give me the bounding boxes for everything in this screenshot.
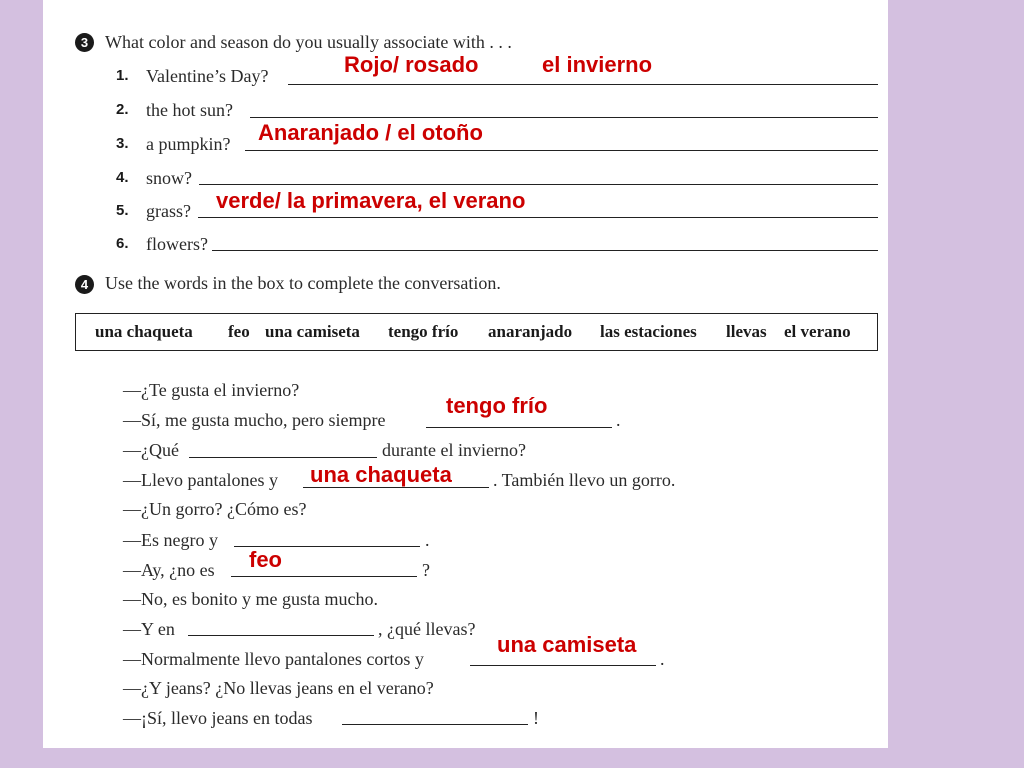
dialogue-line-2b: .: [616, 410, 621, 430]
word-box-item: anaranjado: [488, 322, 573, 341]
item-4-text: snow?: [146, 168, 192, 188]
item-4-answer-line[interactable]: [199, 184, 878, 185]
item-2-answer-line[interactable]: [250, 117, 878, 118]
dialogue-line-4a: —Llevo pantalones y: [123, 470, 278, 490]
item-2-number: 2.: [116, 101, 129, 118]
dialogue-line-6b: .: [425, 530, 430, 550]
dialogue-line-7a: —Ay, ¿no es: [123, 560, 215, 580]
word-box-item: una camiseta: [265, 322, 360, 341]
blank-line-2[interactable]: [426, 427, 612, 428]
section-3-instruction: What color and season do you usually associate with . . .: [105, 32, 512, 52]
dialogue-line-3b: durante el invierno?: [382, 440, 526, 460]
item-5-answer-line[interactable]: [198, 217, 878, 218]
blank-line-3[interactable]: [189, 457, 377, 458]
word-box-item: una chaqueta: [95, 322, 193, 341]
answer-una-camiseta: una camiseta: [497, 632, 637, 657]
answer-tengo-frio: tengo frío: [446, 393, 548, 418]
dialogue-line-2a: —Sí, me gusta mucho, pero siempre: [123, 410, 386, 430]
word-box: [75, 313, 878, 351]
dialogue-line-4b: . También llevo un gorro.: [493, 470, 676, 490]
dialogue-line-1: —¿Te gusta el invierno?: [123, 380, 300, 400]
item-5-text: grass?: [146, 201, 191, 221]
dialogue-line-9a: —Y en: [123, 619, 175, 639]
word-box-item: el verano: [784, 322, 851, 341]
dialogue-line-10b: .: [660, 649, 665, 669]
item-6-answer-line[interactable]: [212, 250, 878, 251]
section-4-badge: 4: [75, 275, 94, 294]
word-box-item: llevas: [726, 322, 767, 341]
word-box-item: feo: [228, 322, 250, 341]
item-3-text: a pumpkin?: [146, 134, 231, 154]
dialogue-line-11: —¿Y jeans? ¿No llevas jeans en el verano?: [123, 678, 434, 698]
item-5-number: 5.: [116, 202, 129, 219]
answer-5: verde/ la primavera, el verano: [216, 188, 526, 213]
answer-feo: feo: [249, 547, 282, 572]
item-1-text: Valentine’s Day?: [146, 66, 269, 86]
section-4-instruction: Use the words in the box to complete the conversation.: [105, 273, 501, 293]
dialogue-line-10a: —Normalmente llevo pantalones cortos y: [123, 649, 424, 669]
answer-3: Anaranjado / el otoño: [258, 120, 483, 145]
answer-1-color: Rojo/ rosado: [344, 52, 479, 77]
dialogue-line-9b: , ¿qué llevas?: [378, 619, 476, 639]
item-1-answer-line[interactable]: [288, 84, 878, 85]
dialogue-line-8: —No, es bonito y me gusta mucho.: [123, 589, 378, 609]
item-1-number: 1.: [116, 67, 129, 84]
answer-1-season: el invierno: [542, 52, 653, 77]
dialogue-line-12b: !: [533, 708, 539, 728]
item-6-number: 6.: [116, 235, 129, 252]
dialogue-line-7b: ?: [422, 560, 430, 580]
item-6-text: flowers?: [146, 234, 208, 254]
item-3-number: 3.: [116, 135, 129, 152]
word-box-item: las estaciones: [600, 322, 697, 341]
answer-una-chaqueta: una chaqueta: [310, 462, 452, 487]
blank-line-10[interactable]: [470, 665, 656, 666]
dialogue-line-5: —¿Un gorro? ¿Cómo es?: [123, 499, 307, 519]
dialogue-line-12a: —¡Sí, llevo jeans en todas: [123, 708, 313, 728]
item-4-number: 4.: [116, 169, 129, 186]
blank-line-7[interactable]: [231, 576, 417, 577]
blank-line-9[interactable]: [188, 635, 374, 636]
section-3-badge: 3: [75, 33, 94, 52]
word-box-item: tengo frío: [388, 322, 459, 341]
dialogue-line-3a: —¿Qué: [123, 440, 179, 460]
item-3-answer-line[interactable]: [245, 150, 878, 151]
blank-line-12[interactable]: [342, 724, 528, 725]
dialogue-line-6a: —Es negro y: [123, 530, 218, 550]
item-2-text: the hot sun?: [146, 100, 233, 120]
blank-line-4[interactable]: [303, 487, 489, 488]
